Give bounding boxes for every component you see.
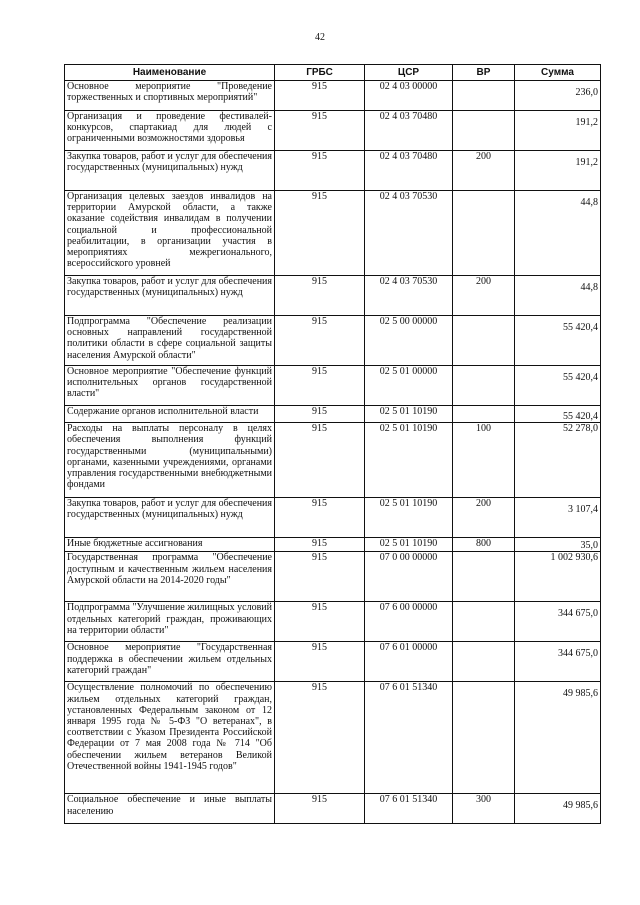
cell-vr (453, 191, 515, 276)
table-row (65, 642, 601, 682)
cell-vr (453, 602, 515, 642)
cell-vr (453, 366, 515, 406)
cell-name: Основное мероприятие "Обеспечение функций исполнительных органов государственной власти" (65, 366, 275, 406)
table-row (65, 794, 601, 824)
cell-sum-value: 236,0 (575, 87, 598, 98)
cell-name: Расходы на выплаты персоналу в целях обеспечения выполнения функций государственными (муниципальными) органами, казенными учреждениями, органами управления государственными внебюджетными фондами (65, 423, 275, 498)
cell-grbs: 915 (275, 538, 365, 552)
cell-sum (515, 423, 601, 498)
cell-vr (453, 406, 515, 423)
cell-csr: 02 5 01 00000 (365, 366, 453, 406)
cell-vr (453, 111, 515, 151)
cell-sum (515, 794, 601, 824)
cell-sum (515, 498, 601, 538)
cell-name: Закупка товаров, работ и услуг для обеспечения государственных (муниципальных) нужд (65, 498, 275, 538)
table-row (65, 151, 601, 191)
cell-sum (515, 276, 601, 316)
table-row (65, 682, 601, 794)
cell-sum-value: 49 985,6 (563, 800, 598, 812)
table-row (65, 538, 601, 552)
cell-grbs: 915 (275, 642, 365, 682)
cell-sum-value: 55 420,4 (563, 372, 598, 383)
header-csr: ЦСР (365, 65, 453, 81)
cell-sum-value: 344 675,0 (558, 648, 598, 660)
table-row (65, 81, 601, 111)
cell-csr: 02 5 01 10190 (365, 498, 453, 538)
cell-sum (515, 316, 601, 366)
cell-sum-value: 344 675,0 (558, 608, 598, 620)
cell-sum-value: 191,2 (575, 157, 598, 168)
cell-grbs: 915 (275, 151, 365, 191)
cell-csr: 02 4 03 00000 (365, 81, 453, 111)
cell-csr: 02 4 03 70530 (365, 276, 453, 316)
cell-csr: 02 5 00 00000 (365, 316, 453, 366)
cell-vr (453, 81, 515, 111)
table-row (65, 366, 601, 406)
header-name: Наименование (65, 65, 275, 81)
cell-grbs: 915 (275, 81, 365, 111)
cell-sum-value: 52 278,0 (563, 423, 598, 435)
cell-vr (453, 682, 515, 794)
cell-sum-value: 44,8 (580, 282, 598, 293)
cell-name: Основное мероприятие "Проведение торжественных и спортивных мероприятий" (65, 81, 275, 111)
table-row (65, 423, 601, 498)
header-sum: Сумма (515, 65, 601, 81)
cell-sum (515, 406, 601, 423)
cell-csr: 02 4 03 70480 (365, 111, 453, 151)
budget-table (64, 64, 601, 824)
cell-name: Закупка товаров, работ и услуг для обеспечения государственных (муниципальных) нужд (65, 276, 275, 316)
cell-grbs: 915 (275, 498, 365, 538)
cell-sum (515, 602, 601, 642)
cell-sum (515, 111, 601, 151)
cell-vr (453, 316, 515, 366)
table-header-row (65, 65, 601, 81)
cell-vr: 100 (453, 423, 515, 498)
cell-grbs: 915 (275, 423, 365, 498)
cell-name: Закупка товаров, работ и услуг для обеспечения государственных (муниципальных) нужд (65, 151, 275, 191)
page-number: 42 (315, 32, 325, 43)
cell-vr (453, 552, 515, 602)
cell-sum (515, 151, 601, 191)
cell-sum-value: 3 107,4 (568, 504, 598, 516)
table-row (65, 602, 601, 642)
cell-grbs: 915 (275, 366, 365, 406)
cell-name: Основное мероприятие "Государственная поддержка в обеспечении жильем отдельных категорий граждан" (65, 642, 275, 682)
cell-vr (453, 642, 515, 682)
cell-grbs: 915 (275, 794, 365, 824)
table-row (65, 276, 601, 316)
cell-sum-value: 55 420,4 (563, 322, 598, 333)
cell-name: Социальное обеспечение и иные выплаты населению (65, 794, 275, 824)
cell-vr: 200 (453, 276, 515, 316)
cell-sum (515, 191, 601, 276)
cell-vr: 800 (453, 538, 515, 552)
table-row (65, 552, 601, 602)
cell-name: Иные бюджетные ассигнования (65, 538, 275, 552)
cell-vr: 300 (453, 794, 515, 824)
cell-name: Подпрограмма "Улучшение жилищных условий отдельных категорий граждан, проживающих на территории области" (65, 602, 275, 642)
header-grbs: ГРБС (275, 65, 365, 81)
cell-name: Подпрограмма "Обеспечение реализации основных направлений государственной политики области в сфере социальной защиты населения Амурской области" (65, 316, 275, 366)
cell-name: Организация и проведение фестивалей-конкурсов, спартакиад для людей с ограниченными возможностями здоровья (65, 111, 275, 151)
cell-sum (515, 552, 601, 602)
cell-sum-value: 35,0 (580, 540, 598, 552)
cell-grbs: 915 (275, 316, 365, 366)
cell-sum (515, 642, 601, 682)
cell-sum-value: 44,8 (580, 197, 598, 208)
cell-csr: 07 0 00 00000 (365, 552, 453, 602)
cell-sum-value: 191,2 (575, 117, 598, 128)
table-row (65, 111, 601, 151)
table-row (65, 316, 601, 366)
cell-csr: 07 6 01 51340 (365, 794, 453, 824)
cell-csr: 02 5 01 10190 (365, 406, 453, 423)
cell-vr: 200 (453, 498, 515, 538)
cell-name: Осуществление полномочий по обеспечению жильем отдельных категорий граждан, установленных Федеральным законом от 12 января 1995 года № 5-ФЗ "О ветеранах", в соответствии с Указом Президента Российской Федерации от 7 мая 2008 года № 714 "Об обеспечении жильем ветеранов Великой Отечественной войны 1941-1945 годов" (65, 682, 275, 794)
cell-sum-value: 49 985,6 (563, 688, 598, 700)
cell-csr: 07 6 00 00000 (365, 602, 453, 642)
cell-csr: 02 5 01 10190 (365, 538, 453, 552)
cell-grbs: 915 (275, 111, 365, 151)
table-row (65, 498, 601, 538)
cell-sum (515, 366, 601, 406)
cell-sum (515, 81, 601, 111)
header-vr: ВР (453, 65, 515, 81)
cell-csr: 02 4 03 70530 (365, 191, 453, 276)
cell-grbs: 915 (275, 552, 365, 602)
table-row (65, 191, 601, 276)
cell-csr: 02 5 01 10190 (365, 423, 453, 498)
cell-grbs: 915 (275, 191, 365, 276)
cell-name: Организация целевых заездов инвалидов на территории Амурской области, а также оказание содействия инвалидам в получении социальной и профессиональной реабилитации, в организации участия в мероприятиях межрегионального, всероссийского уровней (65, 191, 275, 276)
cell-sum-value: 55 420,4 (563, 411, 598, 422)
cell-grbs: 915 (275, 602, 365, 642)
cell-sum (515, 538, 601, 552)
table-row (65, 406, 601, 423)
cell-vr: 200 (453, 151, 515, 191)
cell-csr: 02 4 03 70480 (365, 151, 453, 191)
cell-name: Государственная программа "Обеспечение доступным и качественным жильем населения Амурской области на 2014-2020 годы" (65, 552, 275, 602)
cell-grbs: 915 (275, 682, 365, 794)
cell-grbs: 915 (275, 276, 365, 316)
cell-csr: 07 6 01 51340 (365, 682, 453, 794)
cell-name: Содержание органов исполнительной власти (65, 406, 275, 423)
cell-grbs: 915 (275, 406, 365, 423)
cell-csr: 07 6 01 00000 (365, 642, 453, 682)
cell-sum-value: 1 002 930,6 (550, 552, 598, 564)
cell-sum (515, 682, 601, 794)
